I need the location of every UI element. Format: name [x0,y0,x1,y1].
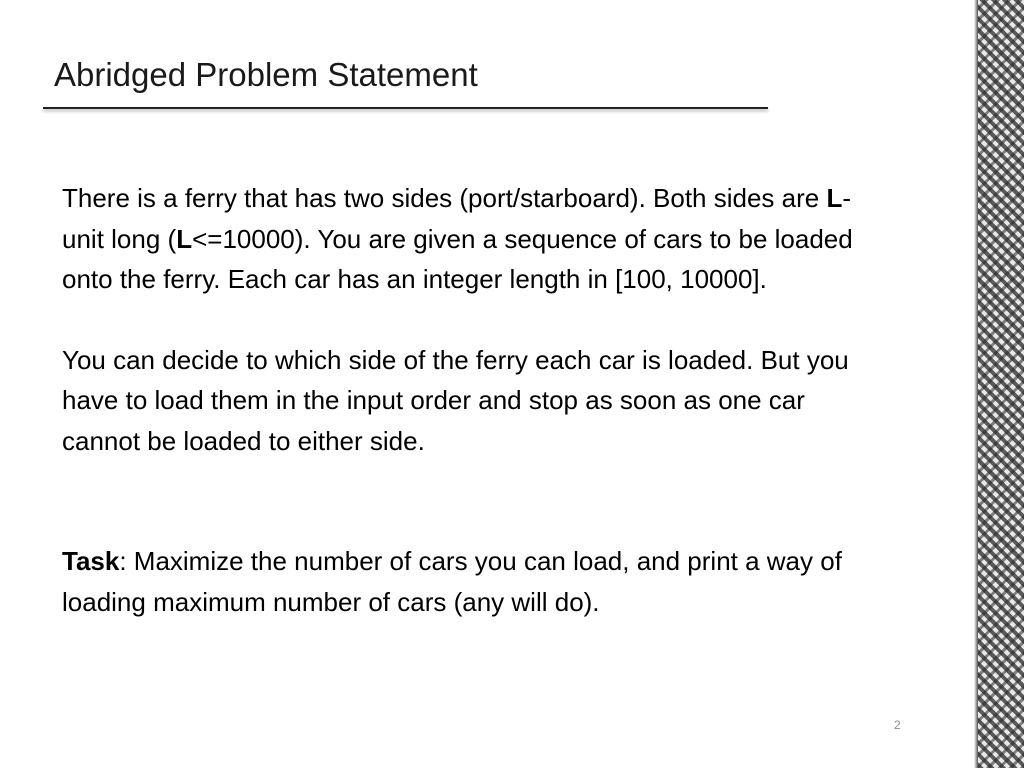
title-underline [43,107,768,109]
variable-l-1: L [826,183,843,213]
variable-l-2: L [176,223,193,254]
paragraph-spacer [62,300,862,340]
slide-title: Abridged Problem Statement [54,56,478,93]
paragraph-spacer [62,461,862,541]
decorative-side-pattern-overlay [978,0,1024,768]
paragraph-problem [62,178,862,300]
paragraph-problem-text-2: -unit long ( [62,183,852,254]
paragraph-problem-text-1: There is a ferry that has two sides (port/starboard). Both sides are [62,183,827,213]
paragraph-task [62,541,862,622]
paragraph-problem-text-3: <=10000). You are given a sequence of cars to be loaded onto the ferry. Each car has an integer length in [100, 10000]. [62,223,853,294]
task-text: : Maximize the number of cars you can load, and print a way of loading maximum number of cars (any will do). [62,546,842,617]
slide-body [62,178,862,622]
paragraph-loading-rules: You can decide to which side of the ferry each car is loaded. But you have to load them in the input order and stop as soon as one car cannot be loaded to either side. [62,344,849,456]
page-number: 2 [894,718,901,732]
task-label: Task [62,546,120,576]
